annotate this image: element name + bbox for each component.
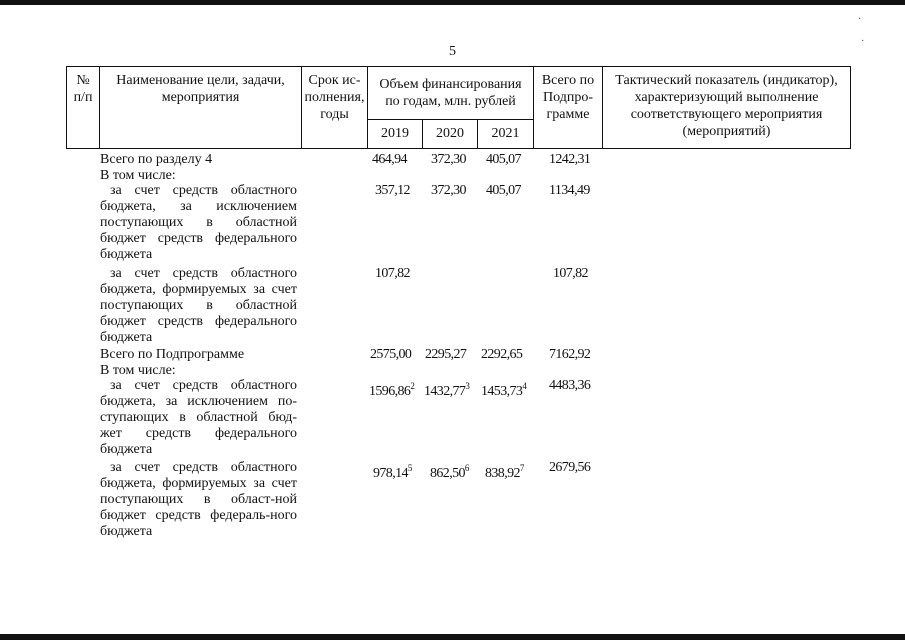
value-2019: 978,14$^5$ <box>373 463 413 481</box>
row-description: за счет средств областного бюджета, формируемых за счет поступающих в областной бюджет средств федерального бюджета <box>100 266 297 345</box>
header-year: 2019 <box>381 126 409 141</box>
footnote-mark: 3 <box>465 381 470 391</box>
value-2020: 1432,77$^3$ <box>424 381 470 399</box>
footnote-mark: 6 <box>464 463 470 473</box>
header-year: 2020 <box>436 126 464 141</box>
col-border <box>850 66 851 149</box>
years-divider <box>367 119 533 120</box>
value-total: 7162,92 <box>549 347 591 362</box>
row-description: за счет средств областного бюджета, формируемых за счет поступающих в област-ной бюджет средств федераль-ного бюджета <box>100 460 297 539</box>
top-scan-border <box>0 0 905 5</box>
footnote-mark: 2 <box>410 381 415 391</box>
value-2021: 838,92$^7$ <box>485 463 525 481</box>
value-2020: 372,30 <box>431 152 466 167</box>
header-name-col: Наименование цели, задачи, мероприятия <box>116 73 285 105</box>
bottom-scan-border <box>0 634 905 640</box>
value-2020: 862,50$^6$ <box>430 463 470 481</box>
footnote-mark: 4 <box>522 381 527 391</box>
value-2021: 405,07 <box>486 183 521 198</box>
header-top-border <box>66 66 851 67</box>
page-number: 5 <box>449 44 456 59</box>
value-2021: 1453,73$^4$ <box>481 381 527 399</box>
value-total: 2679,56 <box>549 460 591 475</box>
header-volume-col: Объем финансирования по годам, млн. рублей <box>379 77 522 109</box>
value-total: 1242,31 <box>549 152 591 167</box>
header-year: 2021 <box>491 126 520 141</box>
value-2019: 107,82 <box>375 266 410 281</box>
value-2021: 405,07 <box>486 152 521 167</box>
row-description: за счет средств областного бюджета, за исключением поступающих в областной бюджет средств федерального бюджета <box>100 183 297 262</box>
value-2020: 2295,27 <box>425 347 467 362</box>
value-total: 4483,36 <box>549 378 591 393</box>
scan-speck: · <box>861 36 865 47</box>
value-2021: 2292,65 <box>481 347 523 362</box>
row-description: за счет средств областного бюджета, за исключением по-ступающих в областной бюд-жет средств федерального бюджета <box>100 378 297 457</box>
row-description: Всего по Подпрограмме В том числе: <box>100 347 245 378</box>
footnote-mark: 5 <box>407 463 413 473</box>
value-2020: 372,30 <box>431 183 466 198</box>
scan-speck: · <box>858 14 862 25</box>
value-2019: 464,94 <box>372 152 407 167</box>
row-description: Всего по разделу 4 В том числе: <box>100 152 213 183</box>
header-total-col: Всего по Подпро- грамме <box>541 73 595 122</box>
value-total: 107,82 <box>553 266 588 281</box>
footnote-mark: 7 <box>519 463 525 473</box>
value-2019: 357,12 <box>375 183 410 198</box>
header-term-col: Срок ис- полнения, годы <box>304 73 365 122</box>
value-2019: 2575,00 <box>370 347 412 362</box>
value-total: 1134,49 <box>549 183 590 198</box>
header-number-col: № п/п <box>73 73 93 105</box>
header-bottom-border <box>66 148 851 149</box>
value-2019: 1596,86$^2$ <box>369 381 415 399</box>
header-indicator-col: Тактический показатель (индикатор), характеризующий выполнение соответствующего мероприятия (мероприятий) <box>615 73 838 139</box>
